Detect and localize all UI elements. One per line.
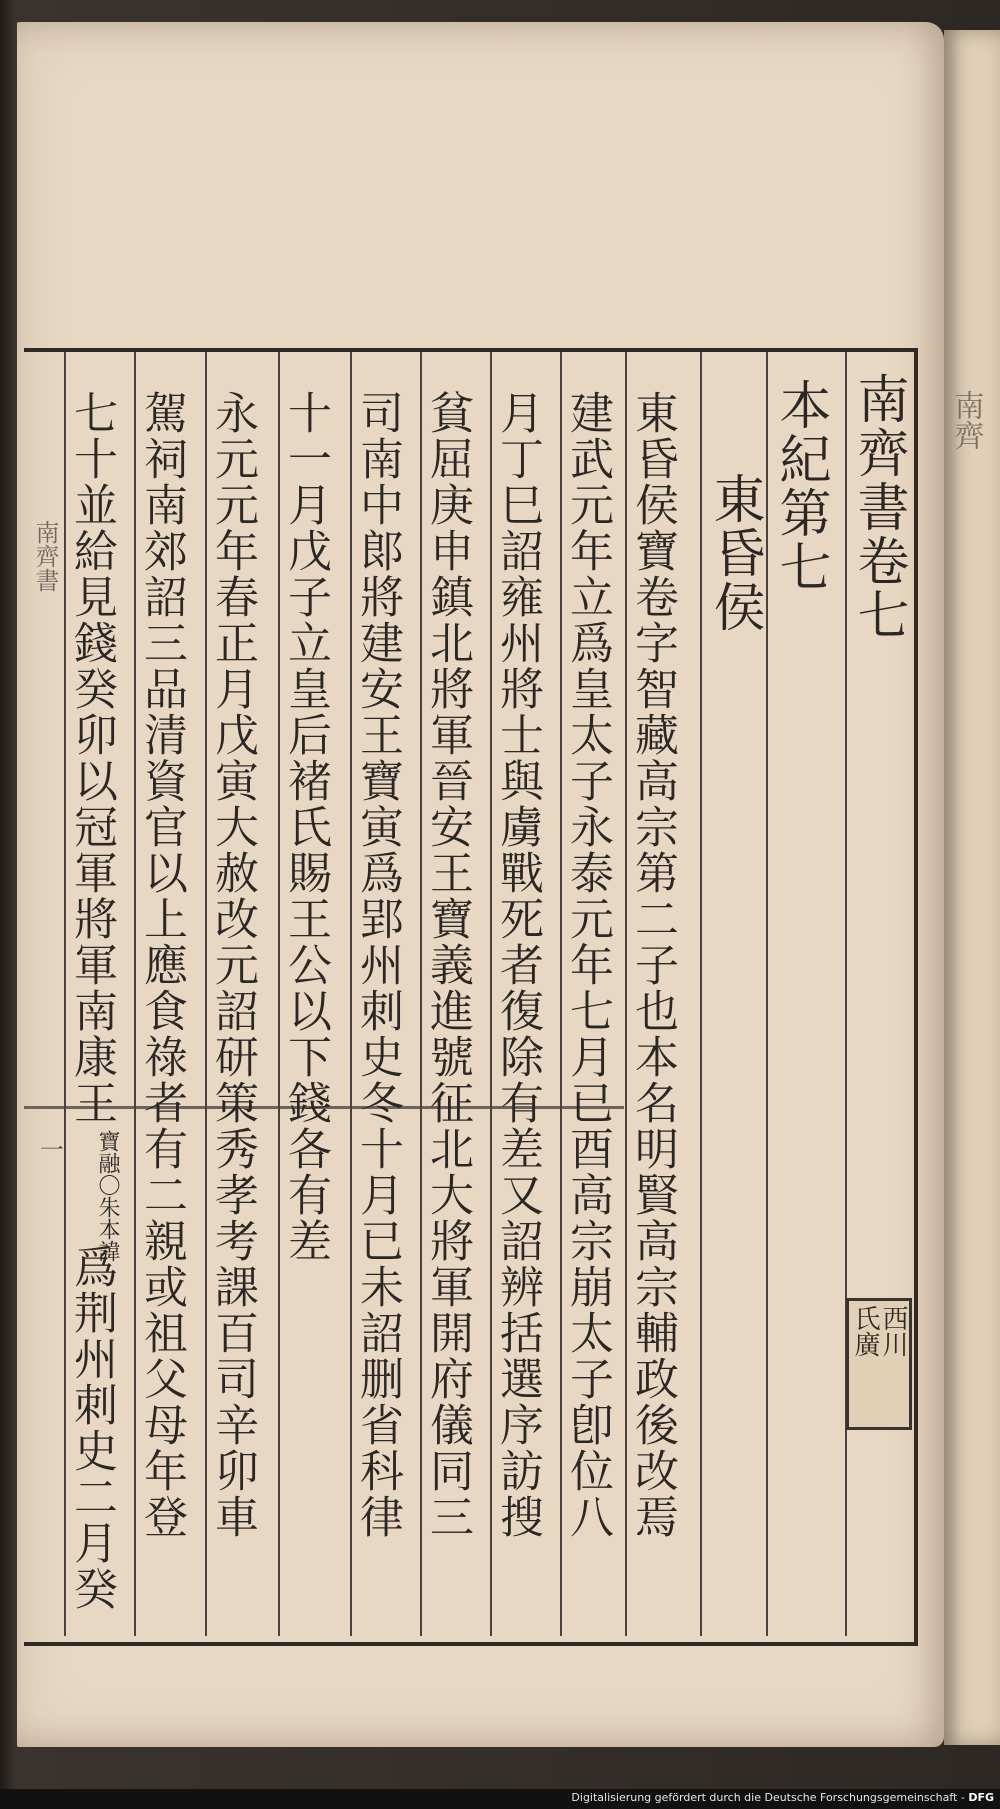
text-column: 十一月戊子立皇后褚氏賜王公以下錢各有差 <box>280 390 331 1264</box>
facing-page-edge <box>944 30 1000 1745</box>
text-column: 駕祠南郊詔三品清資官以上應食祿者有二親或祖父母年登 <box>136 390 187 1540</box>
credit-text: Digitalisierung gefördert durch die Deutsche Forschungsgemeinschaft - <box>571 1791 969 1804</box>
column-rule <box>766 352 768 1636</box>
folio-number: 一 <box>40 1136 64 1164</box>
text-column: 月丁巳詔雍州將士與虜戰死者復除有差又詔辨括選序訪搜 <box>492 390 543 1540</box>
facing-page-glyphs: 南齊 <box>948 390 984 450</box>
seal-text: 西川 <box>878 1305 908 1357</box>
gutter-line <box>14 22 17 1747</box>
column-rule <box>700 352 702 1636</box>
seal-text: 氏廣 <box>850 1305 880 1357</box>
section-heading: 東昏侯 <box>704 472 764 634</box>
text-column: 貧屈庚申鎮北將軍晉安王寶義進號征北大將軍開府儀同三 <box>422 390 473 1540</box>
text-column-tail: 爲荆州刺史二月癸 <box>66 1244 117 1612</box>
digitization-credit <box>571 1791 994 1804</box>
interlinear-note: 寶融〇朱本諱 <box>95 1130 120 1262</box>
margin-title: 南齊書 <box>31 520 59 592</box>
column-rule <box>845 352 847 1636</box>
chapter-heading: 本紀第七 <box>770 378 830 594</box>
text-column: 七十並給見錢癸卯以冠軍將軍南康王 <box>66 390 117 1126</box>
text-column: 永元元年春正月戊寅大赦改元詔研策秀孝考課百司辛卯車 <box>207 390 258 1540</box>
text-column: 建武元年立爲皇太子永泰元年七月已酉高宗崩太子卽位八 <box>562 390 613 1540</box>
dfg-logo: DFG <box>968 1791 994 1804</box>
book-title: 南齊書卷七 <box>848 372 908 642</box>
collector-seal <box>846 1298 912 1430</box>
text-column: 東昏侯寶卷字智藏高宗第二子也本名明賢高宗輔政後改焉 <box>627 390 678 1540</box>
text-column: 司南中郞將建安王寶寅爲郢州刺史冬十月已未詔删省科律 <box>352 390 403 1540</box>
